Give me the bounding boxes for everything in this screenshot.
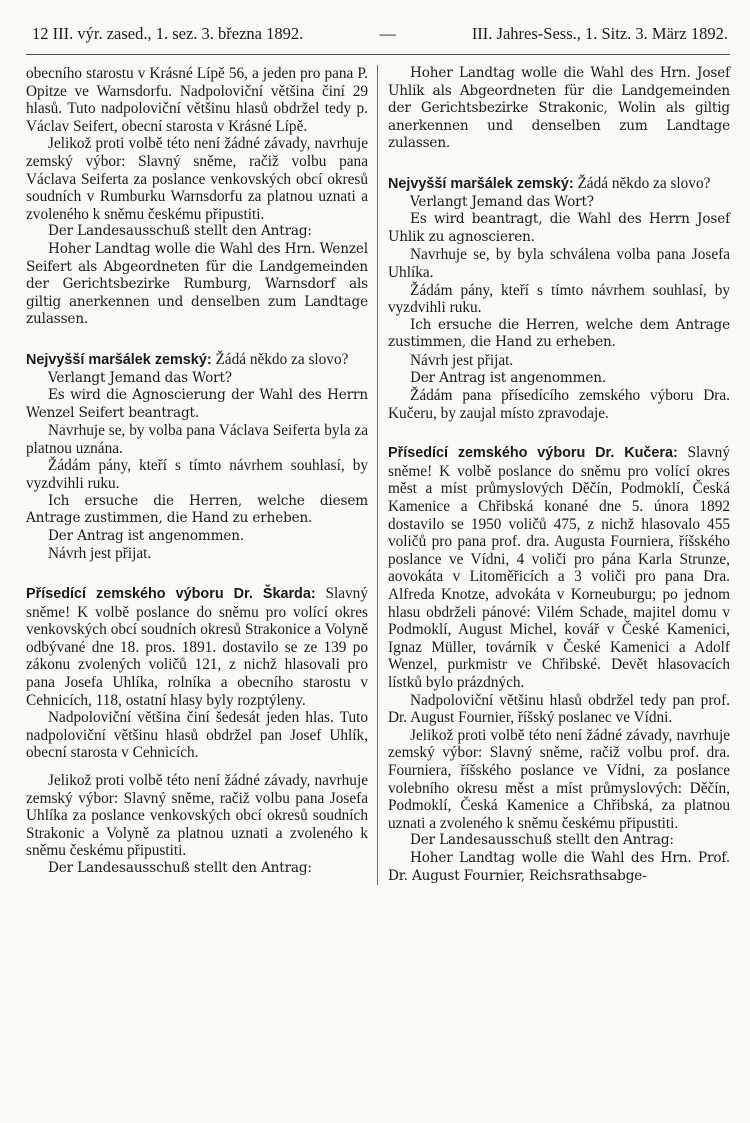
czech-paragraph: Navrhuje se, by byla schválena volba pana Josefa Uhlíka. — [388, 246, 730, 281]
left-column — [26, 65, 378, 885]
german-paragraph: Hoher Landtag wolle die Wahl des Hrn. Prof. Dr. August Fournier, Reichsrathsabge- — [388, 849, 730, 884]
czech-paragraph: obecního starostu v Krásné Lípě 56, a jeden pro pana P. Opitze ve Warnsdorfu. Nadpoloviční většina činí 29 hlasů. Tuto nadpoloviční většinu hlasů obdržel tedy p. Václav Seifert, obecní starosta v Krásné Lípě. — [26, 65, 368, 135]
german-paragraph: Hoher Landtag wolle die Wahl des Hrn. Wenzel Seifert als Abgeordneten für die Landgemeinden der Gerichtsbezirke Rumburg, Warnsdorf als giltig anerkennen und denselben zum Landtage zulassen. — [26, 240, 368, 328]
german-paragraph: Der Landesausschuß stellt den Antrag: — [48, 859, 312, 876]
paragraph-gap — [26, 563, 368, 585]
speaker-name: Nejvyšší maršálek zemský: — [26, 351, 212, 368]
header-dash: — — [379, 24, 396, 43]
german-paragraph: Ich ersuche die Herren, welche dem Antrage zustimmen, die Hand zu erheben. — [388, 316, 730, 351]
speaker-name: Přísedící zemského výboru Dr. Škarda: — [26, 586, 316, 603]
czech-paragraph: Návrh jest přijat. — [48, 545, 152, 563]
german-paragraph: Der Antrag ist angenommen. — [48, 527, 245, 544]
czech-paragraph: Navrhuje se, by volba pana Václava Seiferta byla za platnou uznána. — [26, 422, 368, 457]
german-paragraph: Es wird beantragt, die Wahl des Herrn Josef Uhlik zu agnoscieren. — [388, 211, 730, 245]
czech-paragraph: Návrh jest přijat. — [410, 351, 514, 369]
speech-text: Žádá někdo za slovo? — [211, 350, 349, 368]
german-paragraph: Der Landesausschuß stellt den Antrag: — [48, 223, 312, 240]
speaker-paragraph — [388, 444, 730, 691]
page-header — [26, 24, 730, 55]
speaker-paragraph — [26, 585, 368, 709]
speech-text: Žádá někdo za slovo? — [573, 174, 711, 192]
paragraph-gap — [26, 762, 368, 772]
speaker-name: Přísedící zemského výboru Dr. Kučera: — [388, 445, 678, 462]
speech-text: Slavný sněme! K volbě poslance do sněmu pro volící okres měst a míst průmyslových Děčín, Podmoklí, Česká Kamenice a Chřibská konané dne 5. února 1892 dostavilo se 1950 voličů 475, z nichž hlasovalo 455 voličů pro pana prof. dra. Augusta Fourniera, říšského poslance ve Vídni, 4 voliči pro pána Karla Strunze, aovokáta v Litoměřicích a 3 voliči pro pana Dra. Alfreda Knotze, advokáta v Korneuburgu; po jednom hlasu obdrželi pánové: Vilém Schade, majitel domu v Podmoklí, August Michel, kovář v České Kamenici, Ignaz Müller, továrník v České Kamenici a Adolf Wenzel, purkmistr ve Chřibské. Devět hlasovacích lístků bylo prázdných. — [388, 444, 730, 691]
paragraph-gap — [388, 153, 730, 175]
german-paragraph: Ich ersuche die Herren, welche diesem Antrage zustimmen, die Hand zu erheben. — [26, 492, 368, 527]
czech-paragraph: Jelikož proti volbě této není žádné závady, navrhuje zemský výbor: Slavný sněme, račiž volbu prof. dra. Fourniera, říšského poslance ve Vídni, za poslance volebního okresu měst a míst průmyslových: Děčín, Podmoklí, Česká Kamenice a Chřibská, za platnou uznati a zvoleného k sněmu českému připustiti. — [388, 726, 730, 832]
text-columns — [26, 65, 730, 885]
czech-paragraph: Nadpoloviční většina činí šedesát jeden hlas. Tuto nadpoloviční většinu hlasů obdržel pan Josef Uhlík, obecní starosta v Cehnicích. — [26, 709, 368, 762]
german-paragraph: Es wird die Agnoscierung der Wahl des Herrn Wenzel Seifert beantragt. — [26, 387, 368, 421]
german-paragraph: Hoher Landtag wolle die Wahl des Hrn. Josef Uhlik als Abgeordneten für die Landgemeinden der Gerichtsbezirke Strakonic, Wolin als giltig anerkennen und denselben zum Landtage zulassen. — [388, 65, 730, 152]
german-paragraph: Der Antrag ist angenommen. — [410, 369, 607, 386]
czech-paragraph: Žádám pány, kteří s tímto návrhem souhlasí, by vyzdvihli ruku. — [26, 457, 368, 493]
czech-paragraph: Žádám pány, kteří s tímto návrhem souhlasí, by vyzdvihli ruku. — [388, 281, 730, 317]
czech-paragraph: Jelikož proti volbě této není žádné závady, navrhuje zemský výbor: Slavný sněme, račiž volbu pana Josefa Uhlíka za poslance venkovských obcí okresů soudních Strakonic a Volyně za platnou uznati a zvoleného k sněmu českému připustiti. — [26, 771, 368, 860]
czech-paragraph: Nadpoloviční většinu hlasů obdržel tedy pan prof. Dr. August Fournier, říšský poslanec ve Vídni. — [388, 691, 730, 727]
czech-paragraph: Žádám pana přísedícího zemského výboru Dra. Kučeru, by zaujal místo zpravodaje. — [388, 387, 730, 422]
right-column — [378, 65, 730, 885]
speaker-paragraph — [26, 351, 368, 370]
paragraph-gap — [26, 329, 368, 351]
speaker-name: Nejvyšší maršálek zemský: — [388, 175, 574, 192]
german-paragraph: Verlangt Jemand das Wort? — [48, 369, 232, 386]
speech-text: Slavný sněme! K volbě poslance do sněmu pro volící okres venkovských obcí soudních okresů Strakonice a Volyně odbývané dne 18. pros. 1891. dostavilo se ze 139 po zákonu zvolených voličů 121, z nichž hlasovali pro pana Josefa Uhlíka, rolníka a obecního starostu v Cehnicích, 118, ostatní hlasy byly rozptýleny. — [26, 585, 368, 709]
header-german: III. Jahres-Sess., 1. Sitz. 3. März 1892. — [471, 24, 728, 43]
german-paragraph: Der Landesausschuß stellt den Antrag: — [410, 832, 674, 849]
german-paragraph: Verlangt Jemand das Wort? — [410, 193, 594, 210]
paragraph-gap — [388, 422, 730, 444]
speaker-paragraph — [388, 175, 730, 194]
czech-paragraph: Jelikož proti volbě této není žádné závady, navrhuje zemský výbor: Slavný sněme, račiž volbu pana Václava Seiferta za poslance venkovských obcí okresů soudních v Rumburku Warnsdorfu za platnou uznati a zvoleného k sněmu českému připustiti. — [26, 135, 368, 223]
header-czech: 12 III. výr. zased., 1. sez. 3. března 1892. — [32, 24, 304, 43]
